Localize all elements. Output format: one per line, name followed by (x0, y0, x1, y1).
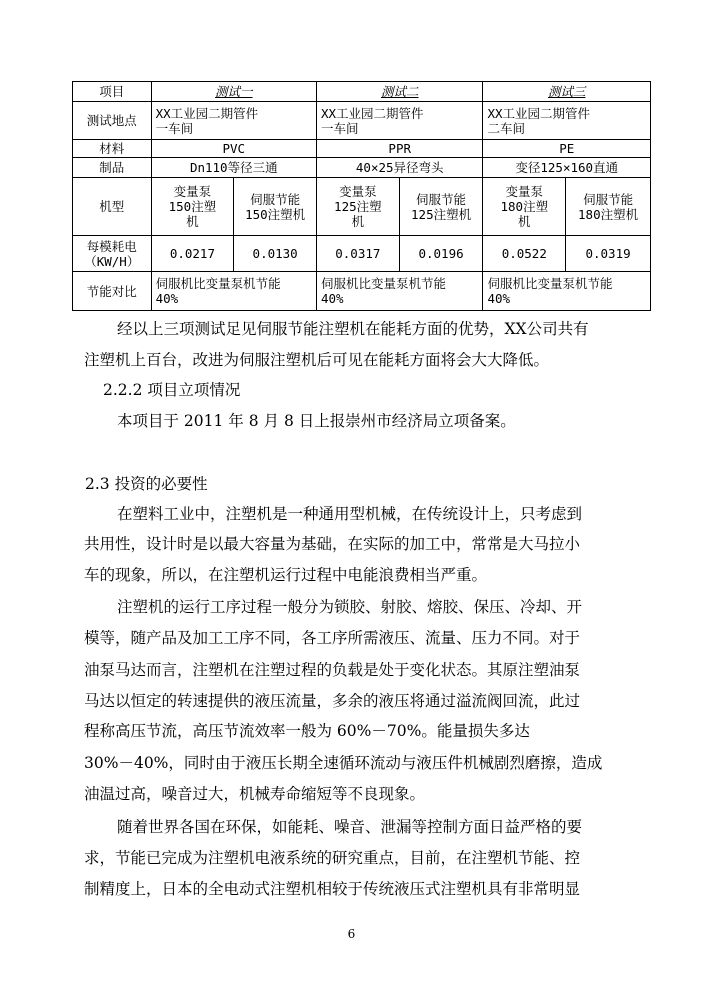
table-cell: 伺服节能 150注塑机 (234, 178, 317, 236)
subsection-heading: 2.2.2 项目立项情况 (103, 381, 241, 399)
paragraph-line: 在塑料工业中，注塑机是一种通用型机械，在传统设计上，只考虑到 (117, 505, 583, 523)
table-cell: PVC (151, 140, 316, 158)
header-test-2: 测试二 (316, 82, 482, 102)
row-label: 材料 (73, 140, 152, 158)
table-cell: 变量泵 150注塑 机 (151, 178, 234, 236)
paragraph-line: 30%－40%，同时由于液压长期全速循环流动与液压件机械剧烈磨擦，造成 (84, 754, 603, 772)
table-cell: 伺服节能 125注塑机 (399, 178, 483, 236)
paragraph-line: 本项目于 2011 年 8 月 8 日上报崇州市经济局立项备案。 (117, 412, 516, 430)
table-cell: Dn110等径三通 (151, 158, 316, 178)
table-cell: XX工业园二期管件 一车间 (151, 102, 316, 140)
table-cell: 伺服机比变量泵机节能 40% (483, 272, 651, 311)
paragraph-line: 随着世界各国在环保，如能耗、噪音、泄漏等控制方面日益严格的要 (117, 818, 583, 836)
row-label: 制品 (73, 158, 152, 178)
table-row (73, 102, 651, 140)
table-row (73, 236, 651, 272)
table-row (73, 140, 651, 158)
table-cell: 0.0196 (399, 236, 483, 272)
table-cell: XX工业园二期管件 一车间 (316, 102, 482, 140)
paragraph-line: 车的现象，所以，在注塑机运行过程中电能浪费相当严重。 (84, 566, 488, 584)
paragraph-line: 油泵马达而言，注塑机在注塑过程的负载是处于变化状态。其原注塑油泵 (84, 661, 581, 679)
paragraph-line: 共用性，设计时是以最大容量为基础，在实际的加工中，常常是大马拉小 (84, 535, 581, 553)
paragraph-line: 注塑机上百台，改进为伺服注塑机后可见在能耗方面将会大大降低。 (84, 351, 550, 369)
row-label: 测试地点 (73, 102, 152, 140)
table-row (73, 178, 651, 236)
paragraph-line: 马达以恒定的转速提供的液压流量，多余的液压将通过溢流阀回流，此过 (84, 692, 581, 710)
paragraph-line: 模等，随产品及加工工序不同，各工序所需液压、流量、压力不同。对于 (84, 629, 581, 647)
header-item: 项目 (73, 82, 152, 102)
table-cell: 40×25异径弯头 (316, 158, 482, 178)
table-cell: 0.0130 (234, 236, 317, 272)
header-test-3: 测试三 (483, 82, 651, 102)
table-cell: PE (483, 140, 651, 158)
table-cell: 变量泵 180注塑 机 (483, 178, 566, 236)
table-cell: 伺服机比变量泵机节能 40% (316, 272, 482, 311)
table-header-row (73, 82, 651, 102)
header-test-1: 测试一 (151, 82, 316, 102)
table-cell: 变量泵 125注塑 机 (316, 178, 399, 236)
energy-test-table (72, 81, 651, 311)
table-cell: 0.0217 (151, 236, 234, 272)
row-label: 机型 (73, 178, 152, 236)
table-cell: 0.0319 (566, 236, 651, 272)
paragraph-line: 求，节能已完成为注塑机电液系统的研究重点，目前，在注塑机节能、控 (84, 849, 581, 867)
section-heading: 2.3 投资的必要性 (85, 475, 208, 493)
table-cell: 伺服节能 180注塑机 (566, 178, 651, 236)
table-cell: 变径125×160直通 (483, 158, 651, 178)
table-cell: 伺服机比变量泵机节能 40% (151, 272, 316, 311)
table-cell: XX工业园二期管件 二车间 (483, 102, 651, 140)
table-cell: 0.0317 (316, 236, 399, 272)
row-label: 节能对比 (73, 272, 152, 311)
table-row (73, 158, 651, 178)
paragraph-line: 制精度上，日本的全电动式注塑机相较于传统液压式注塑机具有非常明显 (84, 880, 581, 898)
paragraph-line: 程称高压节流，高压节流效率一般为 60%－70%。能量损失多达 (84, 722, 530, 740)
paragraph-line: 注塑机的运行工序过程一般分为锁胶、射胶、熔胶、保压、冷却、开 (117, 598, 583, 616)
paragraph-line: 经以上三项测试足见伺服节能注塑机在能耗方面的优势，XX公司共有 (117, 320, 589, 338)
page-number: 6 (347, 927, 356, 941)
table-row (73, 272, 651, 311)
table-cell: PPR (316, 140, 482, 158)
row-label: 每模耗电 （KW/H） (73, 236, 152, 272)
paragraph-line: 油温过高，噪音过大，机械寿命缩短等不良现象。 (84, 785, 426, 803)
table-cell: 0.0522 (483, 236, 566, 272)
